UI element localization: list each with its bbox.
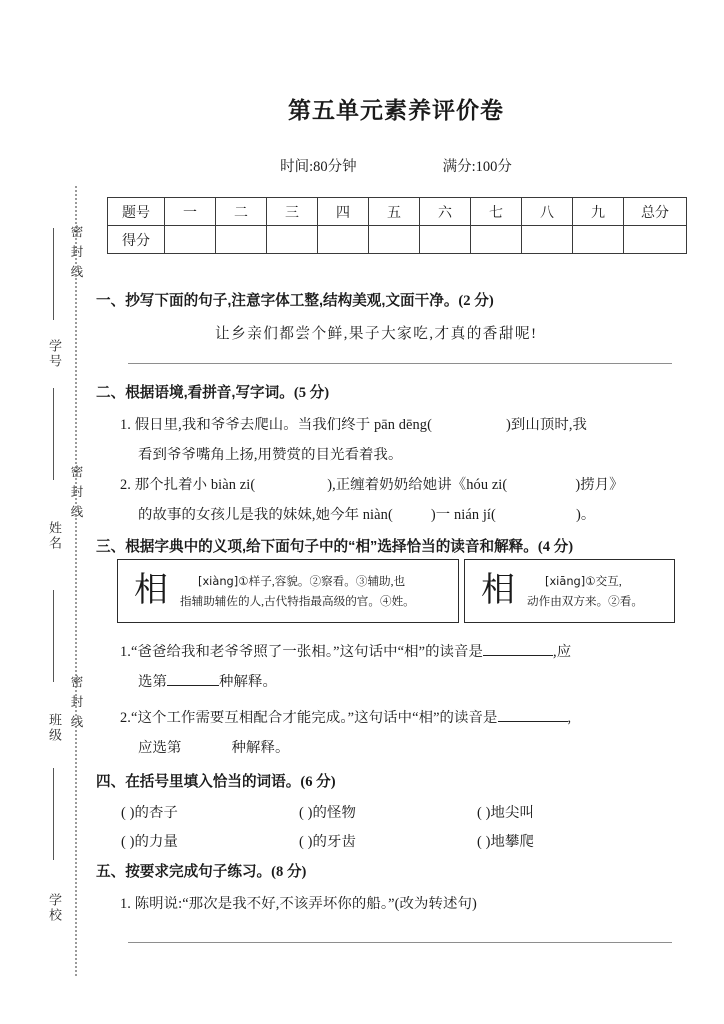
section-4-row1 — [121, 801, 534, 822]
answer-blank-s3-q1-pinyin[interactable] — [483, 655, 553, 656]
fill-blank-item[interactable]: ( )的牙齿 — [299, 834, 356, 850]
q1-text-c: )到山顶时,我 — [506, 417, 588, 433]
section-3-heading-text: 三、根据字典中的义项,给下面句子中的“相”选择恰当的读音和解释。 — [96, 539, 538, 555]
q2-paren-open-2: ( — [502, 477, 508, 493]
score-table-wrapper — [107, 197, 687, 254]
section-1-sentence: 让乡亲们都尝个鲜,果子大家吃,才真的香甜呢! — [215, 326, 538, 342]
section-3-heading — [96, 535, 573, 556]
score-cell[interactable] — [522, 226, 573, 254]
field-label-xuehao: 学号 — [47, 339, 62, 369]
s3-q2-text-d: 种解释。 — [231, 740, 290, 756]
dict-pinyin-1: [xiàng] — [198, 573, 239, 588]
q2-pinyin-nian: niàn — [362, 507, 388, 523]
q2-l2-text-a: 的故事的女孩儿是我的妹妹,她今年 — [138, 507, 363, 523]
section-2-heading-text: 二、根据语境,看拼音,写字词。 — [96, 385, 294, 401]
section-2-heading — [96, 381, 329, 402]
seal-divider-rule-2 — [53, 388, 54, 480]
seal-divider-rule-1 — [53, 228, 54, 320]
score-cell[interactable] — [165, 226, 216, 254]
dict-headword-1: 相 — [134, 572, 168, 609]
q1-paren-open: ( — [427, 417, 432, 433]
page-title: 第五单元素养评价卷 — [288, 97, 504, 123]
q2-pinyin-bianzi: biàn zi — [210, 477, 251, 493]
q2-text-e: )捞月》 — [575, 477, 624, 493]
section-5-heading-text: 五、按要求完成句子练习。 — [96, 864, 272, 880]
fill-blank-item[interactable]: ( )的怪物 — [299, 805, 356, 821]
score-table-col-4: 四 — [318, 198, 369, 226]
section-4-points: (6 分) — [300, 774, 336, 790]
s3-q1-text-d: 种解释。 — [218, 674, 277, 690]
score-table-col-1: 一 — [165, 198, 216, 226]
section-3-q1-line1 — [120, 640, 571, 661]
score-table-col-9: 九 — [573, 198, 624, 226]
q2-l2-text-e: )。 — [575, 507, 596, 523]
exam-time: 时间:80分钟 — [280, 159, 357, 175]
seal-dotted-line — [75, 186, 77, 976]
exam-meta — [96, 155, 696, 176]
seal-text-group-3 — [66, 672, 88, 732]
fill-blank-item[interactable]: ( )地攀爬 — [477, 834, 534, 850]
table-row-scores — [108, 226, 687, 254]
section-5-heading — [96, 860, 306, 881]
exam-sheet — [96, 0, 724, 1024]
seal-char: 封 — [70, 695, 84, 709]
q2-l2-text-c: )一 — [430, 507, 454, 523]
q1-text-a: 1. 假日里,我和爷爷去爬山。当我们终于 — [120, 417, 374, 433]
writing-rule-2[interactable] — [128, 942, 672, 943]
s3-q1-text-c: 选第 — [138, 674, 167, 690]
section-1-heading-text: 一、抄写下面的句子,注意字体工整,结构美观,文面干净。 — [96, 293, 459, 309]
section-3-points: (4 分) — [537, 539, 574, 555]
score-table-row-label: 题号 — [108, 198, 165, 226]
seal-sidebar — [0, 0, 96, 1024]
s3-q1-text-b: ,应 — [553, 644, 572, 660]
dict-definition-2 — [519, 571, 668, 612]
dictionary-entry-xiang1 — [464, 559, 675, 623]
score-cell[interactable] — [216, 226, 267, 254]
exam-fullscore: 满分:100分 — [442, 159, 512, 175]
seal-divider-rule-4 — [53, 768, 54, 860]
field-label-xuexiao: 学校 — [47, 893, 62, 923]
seal-char: 线 — [70, 505, 84, 519]
section-3-q2-line1 — [120, 706, 571, 727]
dict-def-2-line2: 动作由双方来。②看。 — [527, 594, 643, 608]
seal-char: 密 — [70, 465, 84, 479]
answer-blank-s3-q1-sense[interactable] — [167, 685, 219, 686]
score-cell-total[interactable] — [624, 226, 687, 254]
score-table-col-2: 二 — [216, 198, 267, 226]
section-4-row2 — [121, 830, 534, 851]
q2-paren-open-3: ( — [387, 507, 393, 523]
section-5-q1: 1. 陈明说:“那次是我不好,不该弄坏你的船。”(改为转述句) — [120, 896, 477, 912]
seal-char: 封 — [70, 245, 84, 259]
s3-q2-text-b: , — [567, 710, 572, 726]
score-table-col-6: 六 — [420, 198, 471, 226]
table-row-header — [108, 198, 687, 226]
fill-blank-item[interactable]: ( )的力量 — [121, 834, 178, 850]
score-cell[interactable] — [471, 226, 522, 254]
writing-rule-1[interactable] — [128, 363, 672, 364]
section-4-heading — [96, 770, 336, 791]
q2-text-a: 2. 那个扎着小 — [120, 477, 211, 493]
field-label-xingming: 姓名 — [47, 521, 62, 551]
seal-text-group-2 — [66, 462, 88, 522]
section-2-q1-line2: 看到爷爷嘴角上扬,用赞赏的目光看着我。 — [138, 447, 403, 463]
section-2-points: (5 分) — [293, 385, 330, 401]
section-2-q2-line1 — [120, 473, 624, 494]
dict-def-2-line1: ①交互, — [585, 574, 622, 588]
seal-char: 密 — [70, 225, 84, 239]
score-table-col-8: 八 — [522, 198, 573, 226]
seal-char: 密 — [70, 675, 84, 689]
dict-headword-2: 相 — [481, 572, 515, 609]
seal-char: 线 — [70, 265, 84, 279]
section-3-q2-line2 — [138, 736, 289, 757]
seal-char: 封 — [70, 485, 84, 499]
dict-definition-1 — [172, 571, 452, 612]
dict-pinyin-2: [xiāng] — [545, 573, 586, 588]
q2-paren-open-1: ( — [250, 477, 256, 493]
score-cell[interactable] — [318, 226, 369, 254]
score-table-col-7: 七 — [471, 198, 522, 226]
section-3-q1-line2 — [138, 670, 277, 691]
s3-q1-text-a: 1.“爸爸给我和老爷爷照了一张相。”这句话中“相”的读音是 — [120, 644, 484, 660]
dictionary-entry-xiang4 — [117, 559, 459, 623]
score-cell[interactable] — [573, 226, 624, 254]
q2-paren-open-4: ( — [491, 507, 496, 523]
q2-pinyin-houzi: hóu zi — [466, 477, 503, 493]
score-cell[interactable] — [369, 226, 420, 254]
fill-blank-item[interactable]: ( )的杏子 — [121, 805, 178, 821]
q1-pinyin-pandeng: pān dēng — [373, 417, 428, 433]
section-1-heading — [96, 289, 494, 310]
answer-blank-s3-q2-pinyin[interactable] — [498, 721, 568, 722]
dict-def-1-line1: ①样子,容貌。②察看。③辅助,也 — [238, 574, 406, 588]
section-4-heading-text: 四、在括号里填入恰当的词语。 — [96, 774, 301, 790]
section-2-q2-line2 — [138, 503, 595, 524]
s3-q2-text-c: 应选第 — [138, 740, 182, 756]
section-1-points: (2 分) — [458, 293, 494, 309]
section-5-points: (8 分) — [271, 864, 307, 880]
score-cell[interactable] — [267, 226, 318, 254]
s3-q2-text-a: 2.“这个工作需要互相配合才能完成。”这句话中“相”的读音是 — [120, 710, 498, 726]
score-table-col-5: 五 — [369, 198, 420, 226]
score-table-col-3: 三 — [267, 198, 318, 226]
seal-char: 线 — [70, 715, 84, 729]
field-label-banji: 班级 — [47, 713, 62, 743]
section-2-q1-line1 — [120, 413, 587, 434]
fill-blank-item[interactable]: ( )地尖叫 — [477, 805, 534, 821]
score-cell[interactable] — [420, 226, 471, 254]
dict-def-1-line2: 指辅助辅佐的人,古代特指最高级的官。④姓。 — [180, 594, 415, 608]
score-table-row-label-2: 得分 — [108, 226, 165, 254]
seal-text-group-1 — [66, 222, 88, 282]
q2-pinyin-nianji: nián jí — [453, 507, 492, 523]
seal-divider-rule-3 — [53, 590, 54, 682]
score-table — [107, 197, 687, 254]
q2-text-c: ),正缠着奶奶给她讲《 — [327, 477, 467, 493]
score-table-col-total: 总分 — [624, 198, 687, 226]
